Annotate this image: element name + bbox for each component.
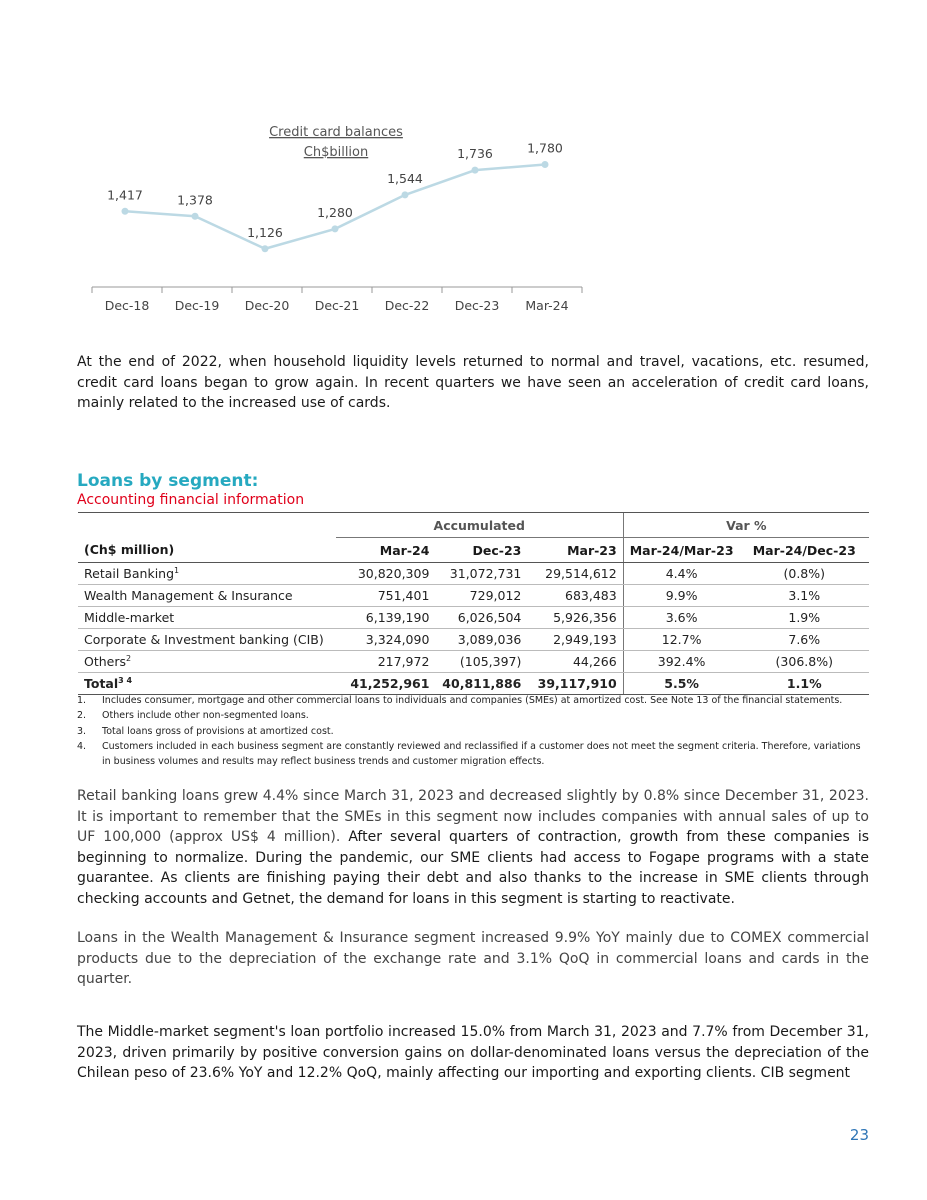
credit-card-balances-chart (80, 115, 600, 325)
row-label: Corporate & Investment banking (CIB) (78, 629, 336, 651)
cell-yoy: 392.4% (623, 651, 739, 673)
footnote-number: 4. (77, 740, 87, 752)
col-header-unit: (Ch$ million) (78, 538, 336, 563)
footnote-text: Others include other non-segmented loans. (102, 710, 309, 722)
cell-qoq: (0.8%) (740, 563, 869, 585)
data-label: 1,780 (527, 140, 563, 156)
row-footnote-ref: 1 (174, 565, 180, 575)
retail-paragraph (77, 786, 869, 909)
section-title: Loans by segment: (77, 471, 259, 491)
x-tick-label: Dec-21 (314, 298, 360, 313)
footnote-text: Customers included in each business segment are constantly reviewed and reclassified if a customer does not meet the segment criteria. Therefore, variations in business volumes and results may reflect business trends and customer migration effects. (102, 740, 861, 768)
x-tick-label: Mar-24 (525, 298, 569, 313)
cell-mar24: 6,139,190 (336, 607, 436, 629)
data-point (192, 213, 199, 220)
table-row (78, 607, 869, 629)
cell-mar23: 5,926,356 (527, 607, 623, 629)
cell-mar23: 39,117,910 (527, 673, 623, 695)
cell-mar23: 683,483 (527, 585, 623, 607)
cell-mar24: 751,401 (336, 585, 436, 607)
row-label (78, 651, 336, 673)
x-tick-label: Dec-20 (244, 298, 290, 313)
table-row (78, 563, 869, 585)
cell-mar24: 30,820,309 (336, 563, 436, 585)
table-row (78, 585, 869, 607)
wealth-paragraph: Loans in the Wealth Management & Insurance segment increased 9.9% YoY mainly due to COMEX commercial products due to the depreciation of the exchange rate and 3.1% QoQ in commercial loans and cards in the quarter. (77, 930, 869, 987)
middle-market-paragraph: The Middle-market segment's loan portfolio increased 15.0% from March 31, 2023 and 7.7% from December 31, 2023, driven primarily by positive conversion gains on dollar-denominated loans versus the depreciation of the Chilean peso of 23.6% YoY and 12.2% QoQ, mainly affecting our importing and exporting clients. CIB segment (77, 1024, 869, 1081)
footnote (77, 724, 869, 739)
cell-qoq: 1.9% (740, 607, 869, 629)
x-tick-label: Dec-23 (454, 298, 500, 313)
retail-paragraph-part1: Retail banking loans grew 4.4% since March 31, 2023 and decreased slightly by 0.8% since December 31, 2023. It is important to remember that the SMEs in this segment now includes companies with annual sales of up to UF 100,000 (approx US$ 4 million). (77, 788, 869, 845)
cell-yoy: 4.4% (623, 563, 739, 585)
col-header-qoq: Mar-24/Dec-23 (740, 538, 869, 563)
row-label (78, 563, 336, 585)
x-axis (92, 287, 582, 313)
data-label: 1,417 (107, 187, 143, 203)
retail-paragraph-part2: After several quarters of contraction, growth from these companies is beginning to normalize. During the pandemic, our SME clients had access to Fogape programs with a state guarantee. As clients are finishing paying their debt and also thanks to the increase in SME clients through checking accounts and Getnet, the demand for loans in this segment is starting to reactivate. (77, 829, 870, 907)
row-name: Total (84, 676, 119, 691)
col-header-mar23: Mar-23 (527, 538, 623, 563)
col-header-mar24: Mar-24 (336, 538, 436, 563)
data-label: 1,736 (457, 146, 493, 162)
intro-paragraph: At the end of 2022, when household liquidity levels returned to normal and travel, vacations, etc. resumed, credit card loans began to grow again. In recent quarters we have seen an acceleration of credit card loans, mainly related to the increased use of cards. (77, 354, 869, 411)
var-header: Var % (623, 513, 869, 538)
line-chart-svg (80, 115, 600, 325)
footnote-number: 1. (77, 695, 87, 706)
cell-qoq: 3.1% (740, 585, 869, 607)
cell-dec23: 40,811,886 (435, 673, 527, 695)
col-header-yoy: Mar-24/Mar-23 (623, 538, 739, 563)
table-row (78, 629, 869, 651)
data-point (122, 208, 129, 215)
section-subtitle: Accounting financial information (77, 492, 305, 508)
cell-qoq: 7.6% (740, 629, 869, 651)
row-footnote-ref: 2 (126, 653, 132, 663)
footnote (77, 739, 869, 770)
data-point (262, 245, 269, 252)
chart-subtitle: Ch$billion (303, 145, 369, 160)
cell-mar24: 3,324,090 (336, 629, 436, 651)
footnote (77, 693, 869, 708)
data-label: 1,544 (387, 170, 423, 186)
cell-dec23: 3,089,036 (435, 629, 527, 651)
cell-dec23: 31,072,731 (435, 563, 527, 585)
row-name: Others (84, 654, 127, 669)
total-row (78, 673, 869, 695)
x-tick-label: Dec-22 (384, 298, 430, 313)
cell-mar23: 29,514,612 (527, 563, 623, 585)
chart-title: Credit card balances (269, 125, 403, 140)
accumulated-header: Accumulated (336, 513, 623, 538)
footnotes (77, 693, 869, 769)
data-label: 1,126 (247, 224, 283, 240)
cell-mar23: 44,266 (527, 651, 623, 673)
cell-mar24: 41,252,961 (336, 673, 436, 695)
col-header-dec23: Dec-23 (435, 538, 527, 563)
footnote-text: Includes consumer, mortgage and other commercial loans to individuals and companies (SMEs) at amortized cost. See Note 13 of the financial statements. (102, 695, 843, 706)
cell-qoq: (306.8%) (740, 651, 869, 673)
x-tick-label: Dec-18 (104, 298, 150, 313)
data-point (402, 191, 409, 198)
group-header-row (78, 513, 869, 538)
cell-dec23: (105,397) (435, 651, 527, 673)
footnote-number: 3. (77, 725, 87, 737)
column-header-row (78, 538, 869, 563)
row-label (78, 673, 336, 695)
data-label: 1,280 (317, 204, 353, 220)
page-number: 23 (849, 1126, 869, 1144)
data-point (472, 167, 479, 174)
data-point (542, 161, 549, 168)
footnote (77, 708, 869, 723)
row-footnote-ref: 3 4 (118, 675, 133, 685)
cell-mar24: 217,972 (336, 651, 436, 673)
group-header-blank (78, 513, 336, 538)
cell-qoq: 1.1% (740, 673, 869, 695)
cell-yoy: 12.7% (623, 629, 739, 651)
table-row (78, 651, 869, 673)
cell-dec23: 6,026,504 (435, 607, 527, 629)
data-point (332, 225, 339, 232)
row-label: Wealth Management & Insurance (78, 585, 336, 607)
cell-yoy: 9.9% (623, 585, 739, 607)
loans-by-segment-table (78, 512, 869, 695)
cell-mar23: 2,949,193 (527, 629, 623, 651)
footnote-number: 2. (77, 710, 87, 722)
x-tick-label: Dec-19 (174, 298, 220, 313)
cell-yoy: 3.6% (623, 607, 739, 629)
cell-dec23: 729,012 (435, 585, 527, 607)
data-label: 1,378 (177, 192, 213, 208)
cell-yoy: 5.5% (623, 673, 739, 695)
row-name: Retail Banking (84, 566, 175, 581)
footnote-text: Total loans gross of provisions at amortized cost. (102, 725, 334, 737)
row-label: Middle-market (78, 607, 336, 629)
